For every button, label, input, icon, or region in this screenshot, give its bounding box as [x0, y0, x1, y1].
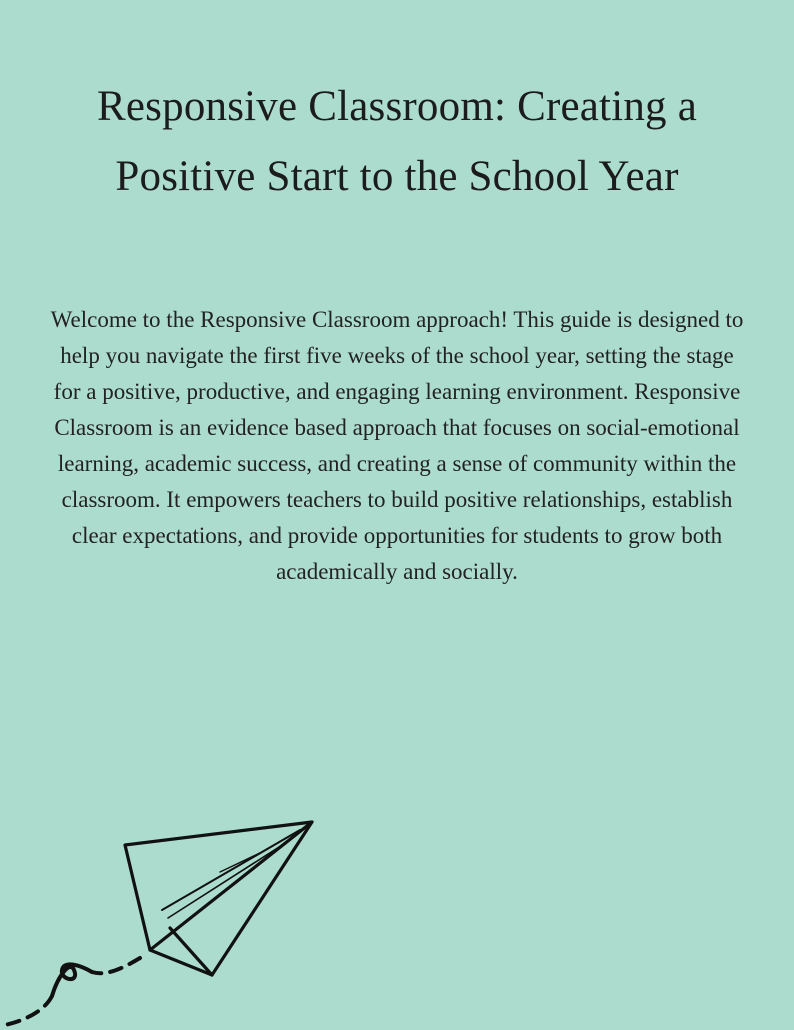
title-line-2: Positive Start to the School Year — [115, 153, 679, 200]
intro-paragraph: Welcome to the Responsive Classroom approach! This guide is designed to help you navigate the first five weeks of the school year, setting the stage for a positive, productive, and engaging learning environment. Responsive Classroom is an evidence based approach that focuses on social-emotional learning, academic success, and creating a sense of community within the classroom. It empowers teachers to build positive relationships, establish clear expectations, and provide opportunities for students to grow both academically and socially. — [50, 307, 744, 584]
title-line-1: Responsive Classroom: Creating a — [97, 83, 697, 130]
paper-airplane-icon — [0, 800, 340, 1030]
page-title — [0, 72, 794, 212]
